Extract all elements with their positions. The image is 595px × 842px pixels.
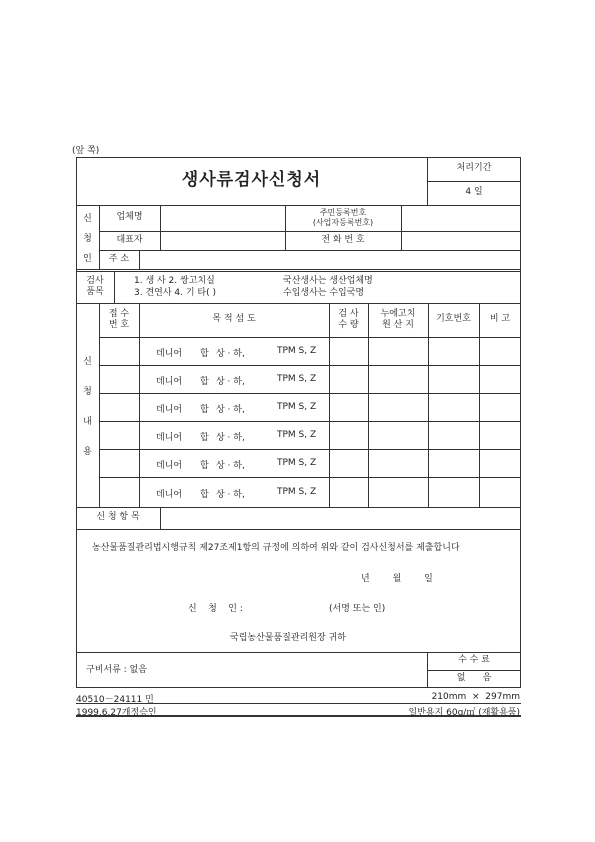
form-code: 40510－24111 민 (76, 695, 154, 705)
remarks-header: 비 고 (489, 314, 511, 325)
fee-value: 없 음 (456, 673, 492, 684)
company-name-label: 업체명 (116, 212, 143, 223)
purpose-denier-header: 목 적 섬 도 (212, 314, 256, 325)
ply-label: 합 (200, 461, 209, 471)
applicant-section-label: 신 청 인 (83, 213, 92, 264)
denier-label: 데니어 (156, 377, 183, 387)
applicant-signature-label: 신 청 인 : (188, 604, 243, 614)
registration-number-label: 주민등록번호 (사업자등록번호) (312, 208, 374, 227)
ply-label: 합 (200, 377, 209, 387)
inspection-item-notes: 국산생사는 생산업체명 수입생사는 수입국명 (283, 275, 373, 298)
symbol-number-header: 기호번호 (436, 314, 471, 325)
paper-size: 210mm × 297mm (431, 692, 520, 702)
inspection-item-options: 1. 생 사 2. 쌍고치실 3. 견연사 4. 기 타( ) (134, 275, 216, 298)
inspection-item-label: 검사 품목 (86, 275, 104, 297)
table-row (139, 449, 329, 477)
representative-label: 대표자 (116, 234, 143, 245)
inspection-quantity-header: 검 사 수 량 (338, 308, 359, 330)
twist-label: 상 · 하, (216, 405, 245, 415)
processing-period-label: 처리기간 (456, 163, 492, 174)
table-row (139, 477, 329, 507)
signature-line[interactable]: (서명 또는 인) (329, 604, 386, 614)
application-items-field[interactable] (160, 507, 521, 529)
ply-label: 합 (200, 433, 209, 443)
page-side-label: (앞 쪽) (72, 146, 100, 156)
twist-label: 상 · 하, (216, 461, 245, 471)
address-field[interactable] (139, 250, 521, 269)
representative-field[interactable] (160, 231, 285, 250)
attachments-label: 구비서류 : 없음 (86, 664, 147, 675)
table-row (139, 365, 329, 393)
ply-label: 합 (200, 490, 209, 500)
tpm-label: TPM S, Z (277, 487, 317, 497)
twist-label: 상 · 하, (216, 490, 245, 500)
tpm-label: TPM S, Z (277, 374, 317, 384)
table-row (139, 393, 329, 421)
processing-period-value: 4 일 (465, 187, 483, 198)
fee-label: 수 수 료 (458, 655, 490, 666)
phone-field[interactable] (401, 231, 521, 250)
receipt-number-header: 접 수 번 호 (108, 308, 130, 330)
ply-label: 합 (200, 349, 209, 359)
tpm-label: TPM S, Z (277, 402, 317, 412)
table-row (139, 337, 329, 365)
address-label: 주 소 (108, 253, 130, 264)
tpm-label: TPM S, Z (277, 430, 317, 440)
table-row (139, 421, 329, 449)
company-name-field[interactable] (160, 205, 285, 231)
content-section-label: 신 청 내 용 (83, 356, 92, 457)
approval-date: 1999.6.27개정승인 (76, 708, 157, 718)
form-title: 생사류검사신청서 (181, 170, 322, 191)
addressee: 국립농산물품질관리원장 귀하 (230, 633, 346, 643)
denier-label: 데니어 (156, 433, 183, 443)
twist-label: 상 · 하, (216, 433, 245, 443)
denier-label: 데니어 (156, 461, 183, 471)
twist-label: 상 · 하, (216, 349, 245, 359)
tpm-label: TPM S, Z (277, 458, 317, 468)
cocoon-origin-header: 누에고치 원 산 지 (380, 308, 416, 330)
ply-label: 합 (200, 405, 209, 415)
application-items-label: 신 청 항 목 (96, 512, 140, 523)
twist-label: 상 · 하, (216, 377, 245, 387)
tpm-label: TPM S, Z (277, 346, 317, 356)
denier-label: 데니어 (156, 490, 183, 500)
denier-label: 데니어 (156, 405, 183, 415)
paper-type: 일반용지 60g/㎡ (재활용품) (408, 708, 520, 718)
declaration-text: 농산물품질관리법시행규칙 제27조제1항의 규정에 의하여 위와 같이 검사신청서를 제출합니다 (92, 543, 460, 553)
date-line: 년 월 일 (361, 574, 433, 584)
registration-number-field[interactable] (401, 205, 521, 231)
denier-label: 데니어 (156, 349, 183, 359)
phone-label: 전 화 번 호 (321, 234, 365, 245)
